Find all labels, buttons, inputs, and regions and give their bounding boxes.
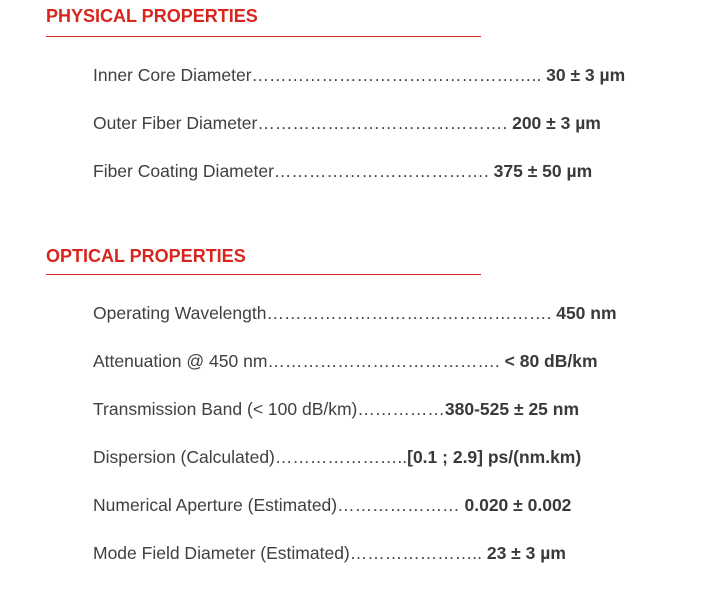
optical-properties-divider bbox=[46, 274, 481, 275]
property-value: 200 ± 3 µm bbox=[507, 113, 601, 133]
dot-leader: ………………….. bbox=[349, 543, 482, 563]
property-value: 375 ± 50 µm bbox=[488, 161, 593, 181]
optical-properties-heading: OPTICAL PROPERTIES bbox=[46, 246, 246, 266]
property-value: 450 nm bbox=[551, 303, 617, 323]
property-value: 30 ± 3 µm bbox=[541, 65, 626, 85]
property-value: < 80 dB/km bbox=[499, 351, 598, 371]
dot-leader: ………………………………………….. bbox=[251, 65, 542, 85]
property-row-operating-wavelength bbox=[93, 302, 617, 324]
property-value: 380-525 ± 25 nm bbox=[444, 399, 580, 419]
property-label: Dispersion (Calculated) bbox=[93, 447, 275, 467]
property-label: Fiber Coating Diameter bbox=[93, 161, 274, 181]
property-row-outer-fiber-diameter bbox=[93, 112, 601, 134]
property-row-dispersion bbox=[93, 446, 581, 468]
dot-leader: ……………………………………. bbox=[257, 113, 508, 133]
property-label: Mode Field Diameter (Estimated) bbox=[93, 543, 350, 563]
property-label: Attenuation @ 450 nm bbox=[93, 351, 268, 371]
property-label: Outer Fiber Diameter bbox=[93, 113, 258, 133]
property-label: Numerical Aperture (Estimated) bbox=[93, 495, 338, 515]
property-row-transmission-band bbox=[93, 398, 579, 420]
property-value: [0.1 ; 2.9] ps/(nm.km) bbox=[407, 447, 582, 467]
dot-leader: ………………… bbox=[337, 495, 465, 515]
dot-leader: …………… bbox=[357, 399, 445, 419]
dot-leader: …………………………………. bbox=[267, 351, 500, 371]
dot-leader: ………………………………. bbox=[273, 161, 489, 181]
property-row-fiber-coating-diameter bbox=[93, 160, 592, 182]
property-label: Transmission Band (< 100 dB/km) bbox=[93, 399, 358, 419]
property-row-numerical-aperture bbox=[93, 494, 571, 516]
dot-leader: ………………….. bbox=[274, 447, 408, 467]
dot-leader: …………………………………………. bbox=[266, 303, 552, 323]
property-row-attenuation bbox=[93, 350, 598, 372]
property-row-inner-core-diameter bbox=[93, 64, 625, 86]
property-value: 0.020 ± 0.002 bbox=[464, 495, 572, 515]
property-value: 23 ± 3 µm bbox=[481, 543, 566, 563]
property-label: Inner Core Diameter bbox=[93, 65, 252, 85]
property-row-mode-field-diameter bbox=[93, 542, 566, 564]
physical-properties-divider bbox=[46, 36, 481, 37]
physical-properties-heading: PHYSICAL PROPERTIES bbox=[46, 6, 258, 26]
property-label: Operating Wavelength bbox=[93, 303, 267, 323]
